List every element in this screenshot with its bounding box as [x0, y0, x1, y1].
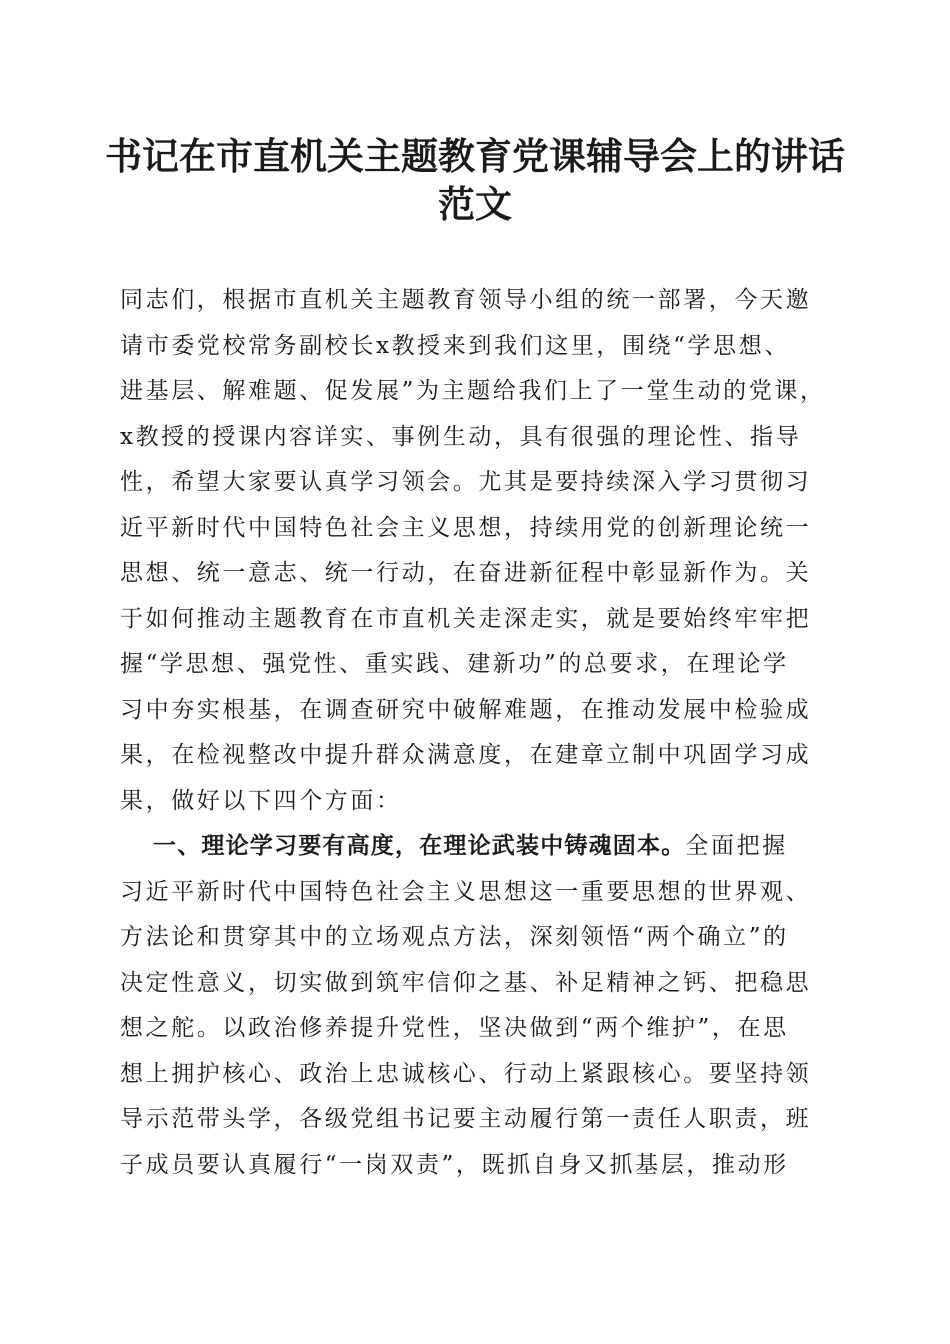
section-1 — [120, 824, 840, 1188]
paragraph-line: 想上拥护核心、政治上忠诚核心、行动上紧跟核心。要坚持领 — [120, 1060, 812, 1087]
title-line-2: 范文 — [438, 182, 512, 226]
paragraph-line: 方法论和贯穿其中的立场观点方法，深刻领悟“两个确立”的 — [120, 924, 789, 950]
paragraph-line: 决定性意义，切实做到筑牢信仰之基、补足精神之钙、把稳思 — [120, 969, 812, 996]
paragraph-line: 同志们，根据市直机关主题教育领导小组的统一部署，今天邀 — [120, 287, 812, 313]
paragraph-line: 于如何推动主题教育在市直机关走深走实，就是要始终牢牢把 — [120, 605, 812, 632]
paragraph-line: 思想、统一意志、统一行动，在奋进新征程中彰显新作为。关 — [120, 560, 812, 586]
paragraph-line: 想之舵。以政治修养提升党性，坚决做到“两个维护”，在思 — [120, 1015, 789, 1041]
paragraph-line: 性，希望大家要认真学习领会。尤其是要持续深入学习贯彻习 — [120, 469, 812, 495]
paragraph-line: 握“学思想、强党性、重实践、建新功”的总要求，在理论学 — [120, 651, 789, 677]
paragraph-line: 子成员要认真履行“一岗双责”，既抓自身又抓基层，推动形 — [120, 1151, 789, 1178]
section-1-first-line-rest: 全面把握 — [685, 833, 788, 859]
paragraph-line: 请市委党校常务副校长x教授来到我们这里，围绕“学思想、 — [120, 332, 790, 359]
document-title — [100, 132, 850, 228]
paragraph-intro — [120, 278, 840, 824]
paragraph-line: 果，在检视整改中提升群众满意度，在建章立制中巩固学习成 — [120, 742, 812, 768]
section-1-first-line — [120, 824, 840, 870]
paragraph-line: 习中夯实根基，在调查研究中破解难题，在推动发展中检验成 — [120, 696, 812, 723]
paragraph-line: 果，做好以下四个方面： — [120, 787, 402, 814]
paragraph-line: 习近平新时代中国特色社会主义思想这一重要思想的世界观、 — [120, 878, 812, 905]
paragraph-line: 近平新时代中国特色社会主义思想，持续用党的创新理论统一 — [120, 514, 812, 541]
document-body — [120, 278, 840, 1188]
paragraph-line: 导示范带头学，各级党组书记要主动履行第一责任人职责，班 — [120, 1106, 812, 1132]
title-line-1: 书记在市直机关主题教育党课辅导会上的讲话 — [105, 134, 845, 178]
paragraph-line: 进基层、解难题、促发展”为主题给我们上了一堂生动的党课， — [120, 378, 826, 404]
paragraph-line: x教授的授课内容详实、事例生动，具有很强的理论性、指导 — [120, 423, 802, 450]
section-1-heading: 一、理论学习要有高度，在理论武装中铸魂固本。 — [153, 833, 686, 859]
